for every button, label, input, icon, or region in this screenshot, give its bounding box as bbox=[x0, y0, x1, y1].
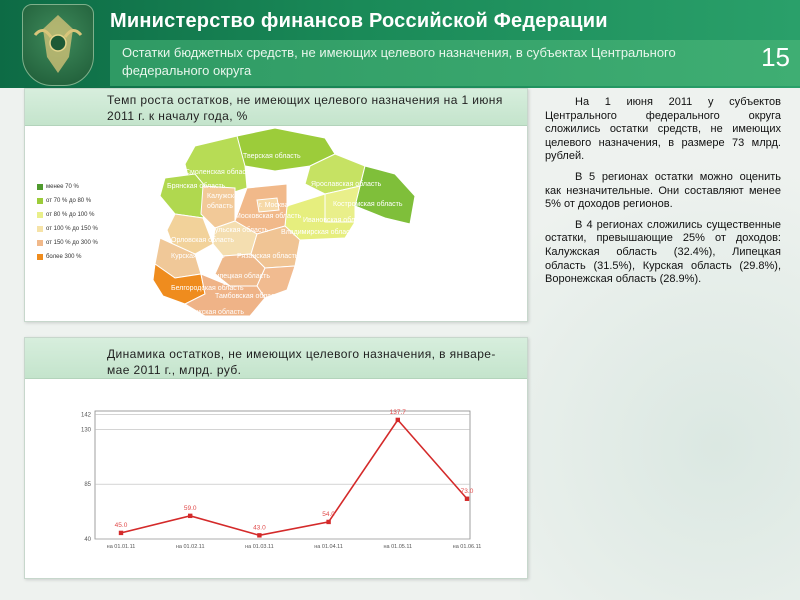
region-label-lipetsk: Липецкая область bbox=[211, 273, 270, 280]
data-label: 54.0 bbox=[322, 510, 335, 518]
data-point bbox=[257, 533, 261, 537]
region-label-ryazan: Рязанская область bbox=[237, 253, 299, 260]
chart-panel-header bbox=[25, 338, 527, 379]
legend-swatch bbox=[37, 198, 43, 204]
region-label-kursk: Курская область bbox=[171, 253, 225, 260]
region-label-vladimir: Владимирская область bbox=[281, 229, 357, 236]
header-banner bbox=[0, 0, 800, 88]
legend-item bbox=[37, 240, 98, 246]
data-point bbox=[119, 531, 123, 535]
region-kostroma[interactable] bbox=[355, 166, 415, 224]
legend-swatch bbox=[37, 240, 43, 246]
legend-swatch bbox=[37, 226, 43, 232]
region-label-kostroma: Костромская область bbox=[333, 201, 403, 208]
region-label-ivanovo: Ивановская область bbox=[303, 217, 370, 224]
legend-item bbox=[37, 226, 98, 232]
region-label-moscow-city: г. Москва bbox=[259, 202, 289, 209]
slide-title: Остатки бюджетных средств, не имеющих целевого назначения, в субъектах Центрального федерального округа bbox=[122, 45, 676, 78]
summary-text bbox=[545, 96, 781, 294]
plot-area bbox=[95, 408, 470, 539]
x-tick-label: на 01.05.11 bbox=[383, 544, 413, 550]
legend-label: от 100 % до 150 % bbox=[46, 226, 98, 232]
chart-panel bbox=[24, 337, 528, 579]
line-chart bbox=[25, 379, 527, 577]
legend-label: более 300 % bbox=[46, 254, 82, 260]
summary-paragraph-2: В 5 регионах остатки можно оценить как незначительные. Они составляют менее 5% от доходов регионов. bbox=[545, 170, 781, 211]
legend-label: от 80 % до 100 % bbox=[46, 212, 95, 218]
legend-swatch bbox=[37, 254, 43, 260]
region-label-oryol: Орловская область bbox=[171, 237, 235, 244]
region-label-tula: Тульская область bbox=[211, 227, 269, 234]
ministry-name: Министерство финансов Российской Федерации bbox=[110, 10, 608, 32]
legend-item bbox=[37, 184, 79, 190]
region-label-voronezh: Воронежская область bbox=[173, 309, 244, 316]
legend-item bbox=[37, 198, 91, 204]
legend-label: менее 70 % bbox=[46, 184, 79, 190]
region-label-bryansk: Брянская область bbox=[167, 183, 226, 190]
data-label: 73.0 bbox=[460, 487, 474, 495]
x-tick-label: на 01.03.11 bbox=[245, 544, 274, 550]
data-label: 59.0 bbox=[183, 504, 197, 512]
data-point bbox=[396, 418, 400, 422]
legend-item bbox=[37, 212, 94, 218]
region-label-moscow-region: Московская область bbox=[235, 213, 302, 220]
summary-paragraph-1: На 1 июня 2011 у субъектов Центрального федерального округа сложились остатки средств, не имеющих целевого назначения, в размере 73 млрд. рублей. bbox=[545, 96, 781, 163]
y-tick-label: 130 bbox=[80, 427, 91, 434]
map-panel bbox=[24, 88, 528, 322]
map-panel-header bbox=[25, 89, 527, 126]
x-tick-label: на 01.01.11 bbox=[106, 544, 136, 550]
summary-paragraph-3: В 4 регионах сложились существенные остатки, превышающие 25% от доходов: Калужская область (32.4%), Липецкая область (31.5%), Курская область (29.8%), Воронежская область (28.9%). bbox=[545, 218, 781, 286]
chart-area bbox=[25, 379, 527, 577]
legend-item bbox=[37, 254, 82, 260]
region-label-yaroslavl: Ярославская область bbox=[311, 181, 382, 188]
slide-title-bar bbox=[110, 40, 800, 86]
region-label-tambov: Тамбовская область bbox=[215, 293, 282, 300]
map-panel-title: Темп роста остатков, не имеющих целевого назначения на 1 июня 2011 г. к началу года, % bbox=[107, 93, 503, 123]
legend-label: от 70 % до 80 % bbox=[46, 198, 92, 204]
y-tick-label: 85 bbox=[84, 482, 91, 489]
region-label-kaluga-1: Калужская bbox=[207, 193, 242, 200]
data-label: 43.0 bbox=[253, 524, 266, 532]
region-label-smolensk: Смоленская область bbox=[185, 169, 253, 176]
legend-swatch bbox=[37, 184, 43, 190]
x-tick-label: на 01.06.11 bbox=[452, 544, 482, 550]
region-label-tver: Тверская область bbox=[243, 153, 301, 160]
x-tick-label: на 01.04.11 bbox=[314, 544, 343, 550]
data-label: 137.7 bbox=[389, 408, 406, 416]
data-point bbox=[188, 514, 192, 518]
y-tick-label: 40 bbox=[84, 537, 91, 543]
data-label: 45.0 bbox=[114, 521, 128, 529]
chart-panel-title: Динамика остатков, не имеющих целевого назначения, в январе-мае 2011 г., млрд. руб. bbox=[107, 347, 496, 377]
x-tick-label: на 01.02.11 bbox=[175, 544, 205, 550]
slide-number: 15 bbox=[761, 42, 790, 72]
region-label-belgorod: Белгородская область bbox=[171, 285, 244, 292]
y-tick-label: 142 bbox=[80, 412, 91, 419]
map-area bbox=[25, 126, 527, 320]
legend-label: от 150 % до 300 % bbox=[46, 240, 98, 246]
region-map bbox=[25, 126, 527, 320]
legend-swatch bbox=[37, 212, 43, 218]
data-point bbox=[465, 497, 469, 501]
region-label-kaluga-2: область bbox=[207, 203, 233, 210]
ministry-emblem-icon bbox=[22, 4, 94, 86]
data-point bbox=[326, 520, 330, 524]
